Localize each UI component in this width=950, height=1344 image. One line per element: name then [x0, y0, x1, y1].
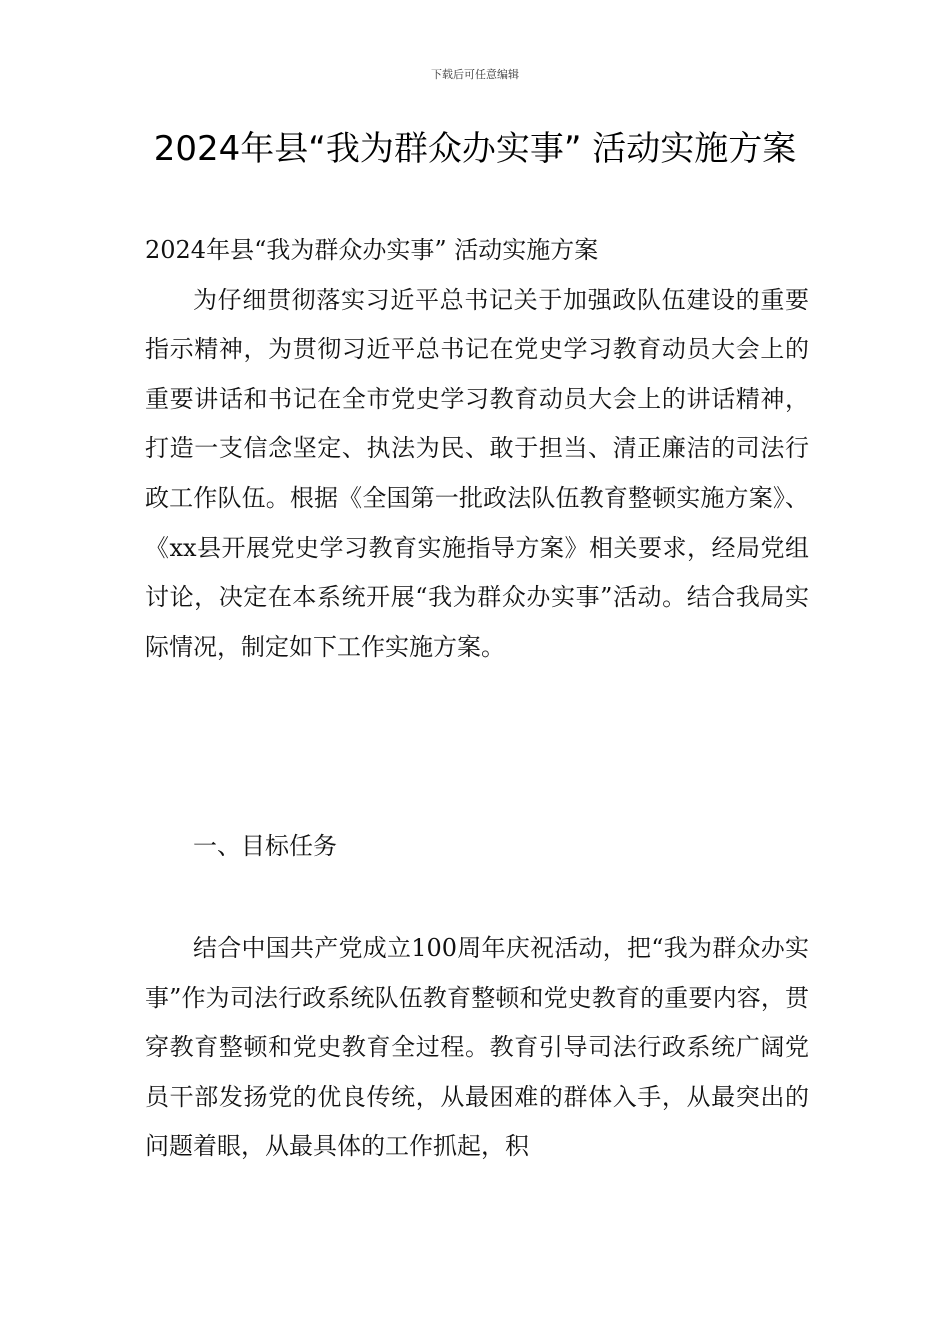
section-heading-goals: 一、目标任务 [193, 832, 337, 861]
document-title: 2024年县“我为群众办实事” 活动实施方案 [153, 129, 797, 169]
intro-paragraph: 为仔细贯彻落实习近平总书记关于加强政队伍建设的重要指示精神，为贯彻习近平总书记在党史学习教育动员大会上的重要讲话和书记在全市党史学习教育动员大会上的讲话精神，打造一支信念坚定、执法为民、敢于担当、清正廉洁的司法行政工作队伍。根据《全国第一批政法队伍教育整顿实施方案》、《xx县开展党史学习教育实施指导方案》相关要求，经局党组讨论，决定在本系统开展“我为群众办实事”活动。结合我局实际情况，制定如下工作实施方案。 [145, 285, 809, 661]
section-paragraph-goals: 结合中国共产党成立100周年庆祝活动，把“我为群众办实事”作为司法行政系统队伍教育整顿和党史教育的重要内容，贯穿教育整顿和党史教育全过程。教育引导司法行政系统广阔党员干部发扬党的优良传统，从最困难的群体入手，从最突出的问题着眼，从最具体的工作抓起，积 [145, 933, 809, 1161]
document-subtitle: 2024年县“我为群众办实事” 活动实施方案 [145, 236, 599, 264]
document-body [145, 226, 809, 1172]
header-note: 下载后可任意编辑 [431, 68, 519, 81]
